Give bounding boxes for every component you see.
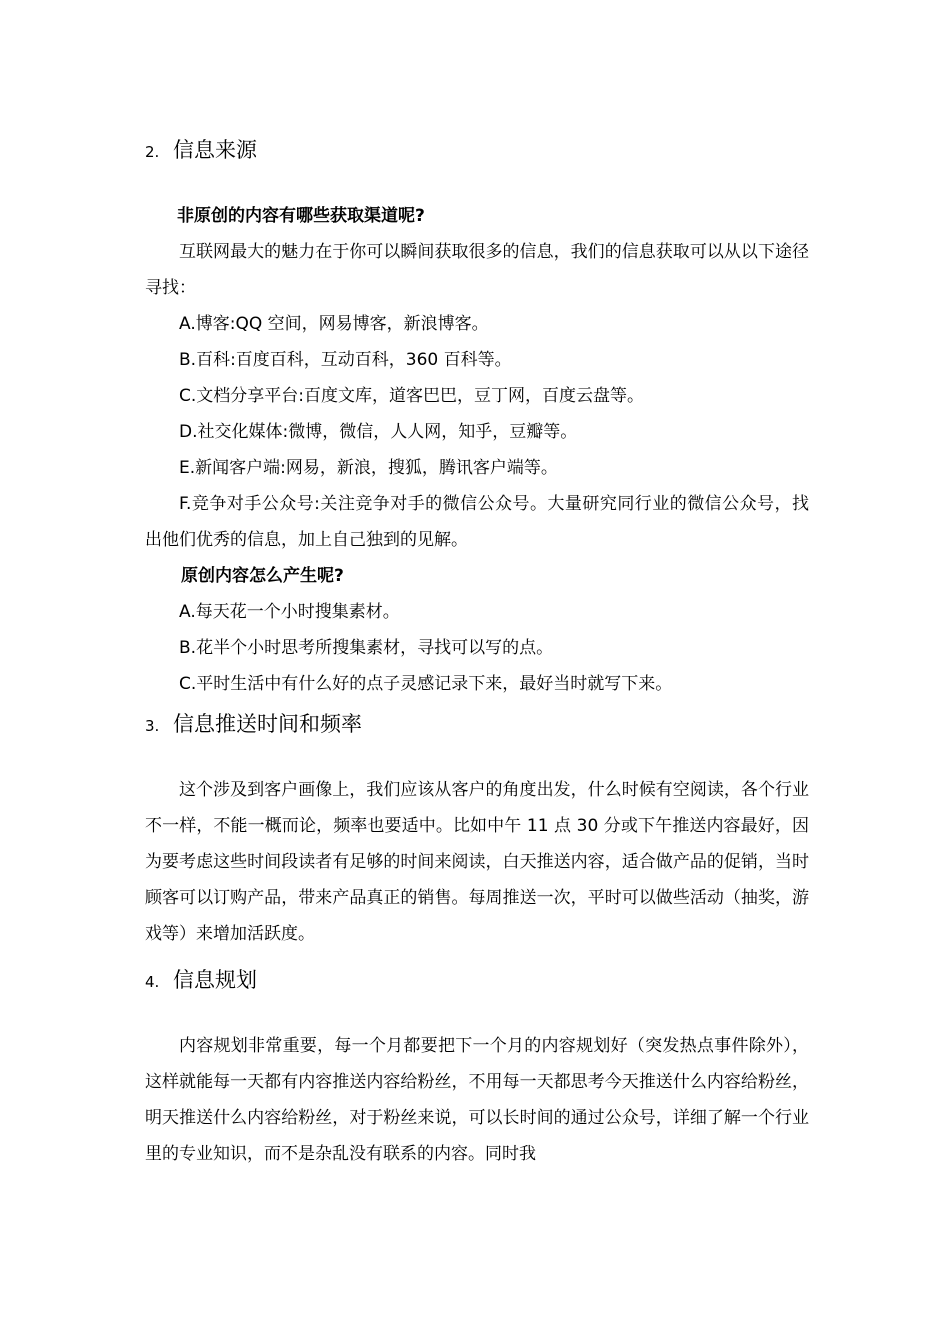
intro-paragraph: 互联网最大的魅力在于你可以瞬间获取很多的信息，我们的信息获取可以从以下途径寻找： xyxy=(145,242,809,298)
section-heading xyxy=(145,958,809,1002)
section-heading xyxy=(145,702,809,746)
section-number: 2. xyxy=(145,143,160,161)
body-paragraph: 这个涉及到客户画像上，我们应该从客户的角度出发，什么时候有空阅读，各个行业不一样，不能一概而论，频率也要适中。比如中午 11 点 30 分或下午推送内容最好，因为要考虑这些时间段读者有足够的时间来阅读，白天推送内容，适合做产品的促销，当时顾客可以订购产品，带来产品真正的销售。每周推送一次，平时可以做些活动（抽奖，游戏等）来增加活跃度。 xyxy=(145,780,809,944)
section-title: 信息推送时间和频率 xyxy=(173,712,362,736)
section-title: 信息来源 xyxy=(173,138,257,162)
section-heading xyxy=(145,128,809,172)
list-item: A.每天花一个小时搜集素材。 xyxy=(179,602,400,622)
section-number: 3. xyxy=(145,717,160,735)
list-item: C.文档分享平台:百度文库，道客巴巴，豆丁网，百度云盘等。 xyxy=(179,386,645,406)
list-item: D.社交化媒体:微博，微信，人人网，知乎，豆瓣等。 xyxy=(179,422,578,442)
subheading-original: 原创内容怎么产生呢? xyxy=(181,566,344,586)
list-item: B.百科:百度百科，互动百科，360 百科等。 xyxy=(179,350,512,370)
section-number: 4. xyxy=(145,973,160,991)
heading-spacer xyxy=(145,172,809,198)
heading-spacer xyxy=(145,1002,809,1028)
heading-spacer xyxy=(145,746,809,772)
list-item: E.新闻客户端:网易，新浪，搜狐，腾讯客户端等。 xyxy=(179,458,558,478)
list-item: F.竞争对手公众号:关注竞争对手的微信公众号。大量研究同行业的微信公众号，找出他们优秀的信息，加上自己独到的见解。 xyxy=(145,494,809,550)
body-paragraph: 内容规划非常重要，每一个月都要把下一个月的内容规划好（突发热点事件除外），这样就能每一天都有内容推送内容给粉丝，不用每一天都思考今天推送什么内容给粉丝，明天推送什么内容给粉丝，对于粉丝来说，可以长时间的通过公众号，详细了解一个行业里的专业知识，而不是杂乱没有联系的内容。同时我 xyxy=(145,1036,809,1164)
list-item: A.博客:QQ 空间，网易博客，新浪博客。 xyxy=(179,314,489,334)
list-item: C.平时生活中有什么好的点子灵感记录下来，最好当时就写下来。 xyxy=(179,674,673,694)
section-title: 信息规划 xyxy=(173,968,257,992)
document-content xyxy=(145,128,809,1172)
list-item: B.花半个小时思考所搜集素材，寻找可以写的点。 xyxy=(179,638,554,658)
subheading-non-original: 非原创的内容有哪些获取渠道呢? xyxy=(177,206,425,226)
